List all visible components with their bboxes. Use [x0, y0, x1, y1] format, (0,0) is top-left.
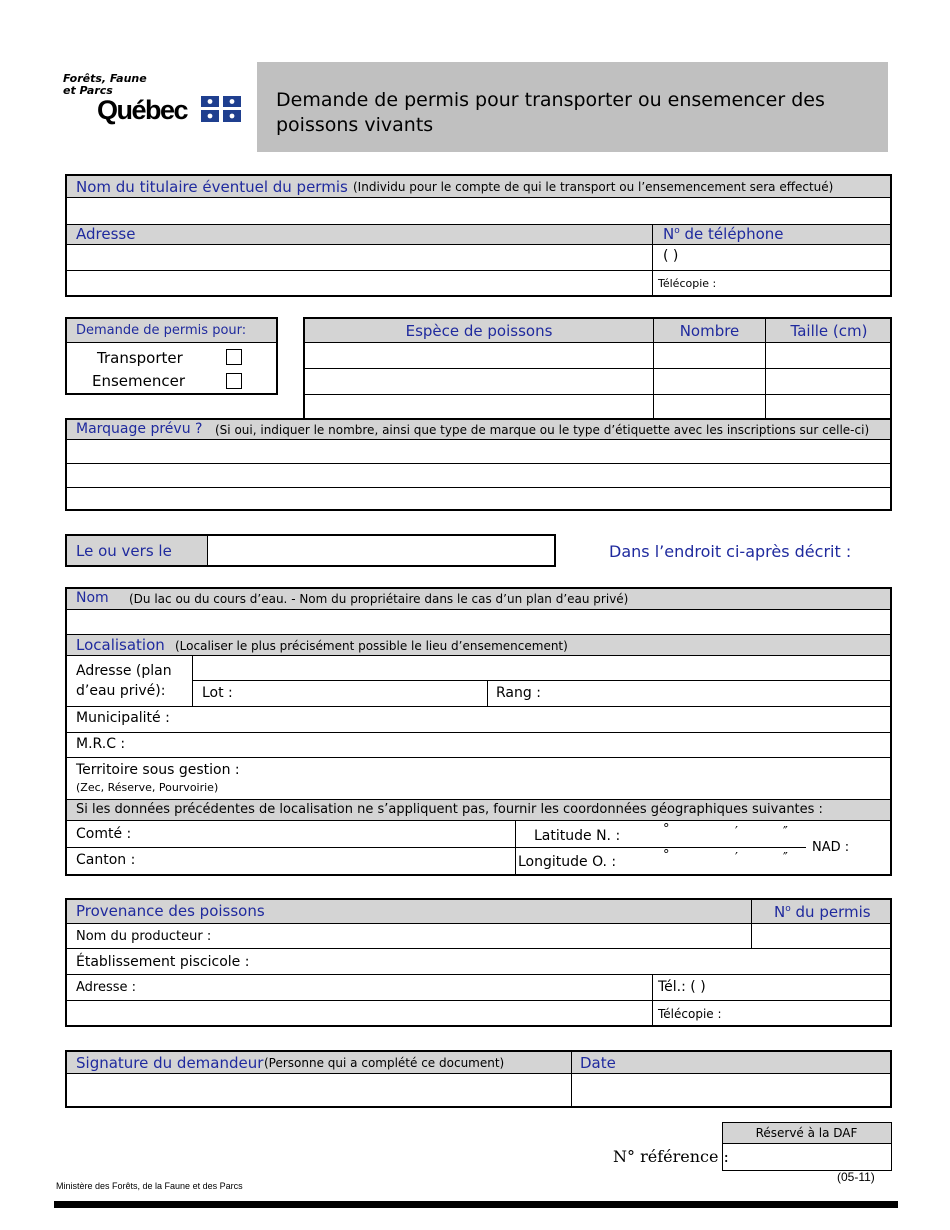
holder-address-field-2[interactable]	[68, 271, 651, 295]
origin-section	[65, 898, 892, 1027]
latitude-degree-mark: °	[663, 822, 670, 837]
origin-tel-field[interactable]: Tél.: ( )	[658, 979, 706, 995]
size-cell[interactable]	[766, 343, 890, 368]
date-section	[65, 534, 556, 567]
origin-label: Provenance des poissons	[76, 902, 265, 920]
lot-field[interactable]: Lot :	[202, 685, 233, 701]
count-cell[interactable]	[654, 343, 764, 368]
footer-rule	[54, 1201, 898, 1208]
date-label: Le ou vers le	[76, 542, 172, 560]
latitude-minute-mark: ′	[735, 825, 738, 840]
marking-note: (Si oui, indiquer le nombre, ainsi que type de marque ou le type d’étiquette avec les inscriptions sur celle-ci)	[215, 423, 870, 437]
size-cell[interactable]	[766, 369, 890, 394]
transport-checkbox[interactable]	[226, 349, 242, 365]
origin-address-field[interactable]: Adresse :	[76, 980, 137, 995]
ministry-name-line1: Forêts, Faune	[63, 72, 147, 85]
transport-option-label: Transporter	[97, 349, 183, 367]
holder-name-label: Nom du titulaire éventuel du permis	[76, 178, 348, 196]
holder-name-field[interactable]	[68, 198, 889, 223]
request-type-label: Demande de permis pour:	[76, 323, 247, 338]
reference-label: N° référence :	[613, 1147, 729, 1166]
nad-field[interactable]: NAD :	[812, 840, 850, 855]
marking-section	[65, 418, 892, 511]
reserved-box	[722, 1122, 892, 1171]
producer-field[interactable]: Nom du producteur :	[76, 929, 212, 944]
origin-fax-field[interactable]: Télécopie :	[658, 1007, 722, 1021]
date-signed-field[interactable]	[573, 1074, 889, 1106]
latitude-label: Latitude N. :	[534, 828, 621, 844]
water-name-note: (Du lac ou du cours d’eau. - Nom du propriétaire dans le cas d’un plan d’eau privé)	[129, 592, 629, 606]
marking-line[interactable]	[68, 464, 889, 487]
holder-name-note: (Individu pour le compte de qui le transport ou l’ensemencement sera effectué)	[353, 180, 834, 194]
quebec-flag-icon	[201, 96, 241, 122]
geo-coordinates-note: Si les données précédentes de localisation ne s’appliquent pas, fournir les coordonnées géographiques suivantes :	[76, 802, 823, 817]
marking-line[interactable]	[68, 440, 889, 463]
longitude-minute-mark: ′	[735, 851, 738, 866]
location-section	[65, 587, 892, 876]
place-heading: Dans l’endroit ci-après décrit :	[609, 542, 852, 561]
marking-label: Marquage prévu ?	[76, 421, 203, 437]
county-field[interactable]: Comté :	[76, 826, 132, 842]
permit-number-field[interactable]	[753, 924, 889, 948]
count-header: Nombre	[679, 322, 740, 340]
signature-field[interactable]	[68, 1074, 570, 1106]
localisation-note: (Localiser le plus précisément possible le lieu d’ensemencement)	[175, 639, 568, 653]
origin-address-field-2[interactable]	[68, 1001, 651, 1025]
territory-field[interactable]: Territoire sous gestion :	[76, 762, 240, 778]
stock-option-label: Ensemencer	[92, 372, 186, 390]
private-address-field[interactable]	[194, 656, 889, 680]
date-signed-label: Date	[580, 1054, 616, 1072]
size-cell[interactable]	[766, 395, 890, 418]
latitude-field[interactable]	[627, 822, 807, 846]
private-address-label: Adresse (plan d’eau privé):	[76, 663, 172, 699]
municipality-field[interactable]: Municipalité :	[76, 710, 170, 726]
signature-section	[65, 1050, 892, 1108]
mrc-field[interactable]: M.R.C :	[76, 736, 126, 752]
establishment-field[interactable]: Établissement piscicole :	[76, 954, 250, 970]
species-cell[interactable]	[306, 395, 652, 418]
reserved-label: Réservé à la DAF	[755, 1126, 858, 1140]
stock-checkbox[interactable]	[226, 373, 242, 389]
longitude-degree-mark: °	[663, 848, 670, 863]
count-cell[interactable]	[654, 395, 764, 418]
longitude-label: Longitude O. :	[518, 854, 617, 870]
reference-field[interactable]	[724, 1144, 890, 1169]
localisation-label: Localisation	[76, 636, 165, 654]
holder-phone-label: $N^o$ de téléphone	[663, 225, 784, 243]
request-type-section	[65, 317, 278, 395]
species-cell[interactable]	[306, 369, 652, 394]
form-version: (05-11)	[837, 1170, 875, 1184]
latitude-second-mark: ″	[783, 825, 788, 840]
size-header: Taille (cm)	[790, 322, 868, 340]
water-name-field[interactable]	[68, 610, 889, 634]
holder-fax-field[interactable]: Télécopie :	[658, 277, 717, 290]
date-field[interactable]	[209, 537, 553, 564]
species-header: Espèce de poissons	[405, 322, 553, 340]
canton-field[interactable]: Canton :	[76, 852, 136, 868]
marking-line[interactable]	[68, 488, 889, 509]
water-name-label: Nom	[76, 590, 109, 606]
page-title: Demande de permis pour transporter ou ensemencer des poissons vivants	[276, 89, 825, 136]
footer-ministry: Ministère des Forêts, de la Faune et des Parcs	[56, 1181, 243, 1191]
territory-note: (Zec, Réserve, Pourvoirie)	[76, 781, 219, 794]
holder-section	[65, 174, 892, 297]
signature-note: (Personne qui a complété ce document)	[264, 1056, 505, 1070]
holder-phone-field[interactable]: ( )	[663, 248, 679, 264]
holder-address-label: Adresse	[76, 225, 136, 243]
count-cell[interactable]	[654, 369, 764, 394]
longitude-field[interactable]	[627, 848, 807, 872]
longitude-second-mark: ″	[783, 851, 788, 866]
species-table	[303, 317, 892, 420]
holder-address-field-1[interactable]	[68, 245, 651, 270]
rang-field[interactable]: Rang :	[496, 685, 541, 701]
signature-label: Signature du demandeur	[76, 1054, 264, 1072]
ministry-name-line2: et Parcs	[63, 84, 113, 97]
permit-number-label: $N^o$ du permis	[774, 903, 871, 921]
quebec-wordmark: Québec	[97, 95, 188, 125]
species-cell[interactable]	[306, 343, 652, 368]
